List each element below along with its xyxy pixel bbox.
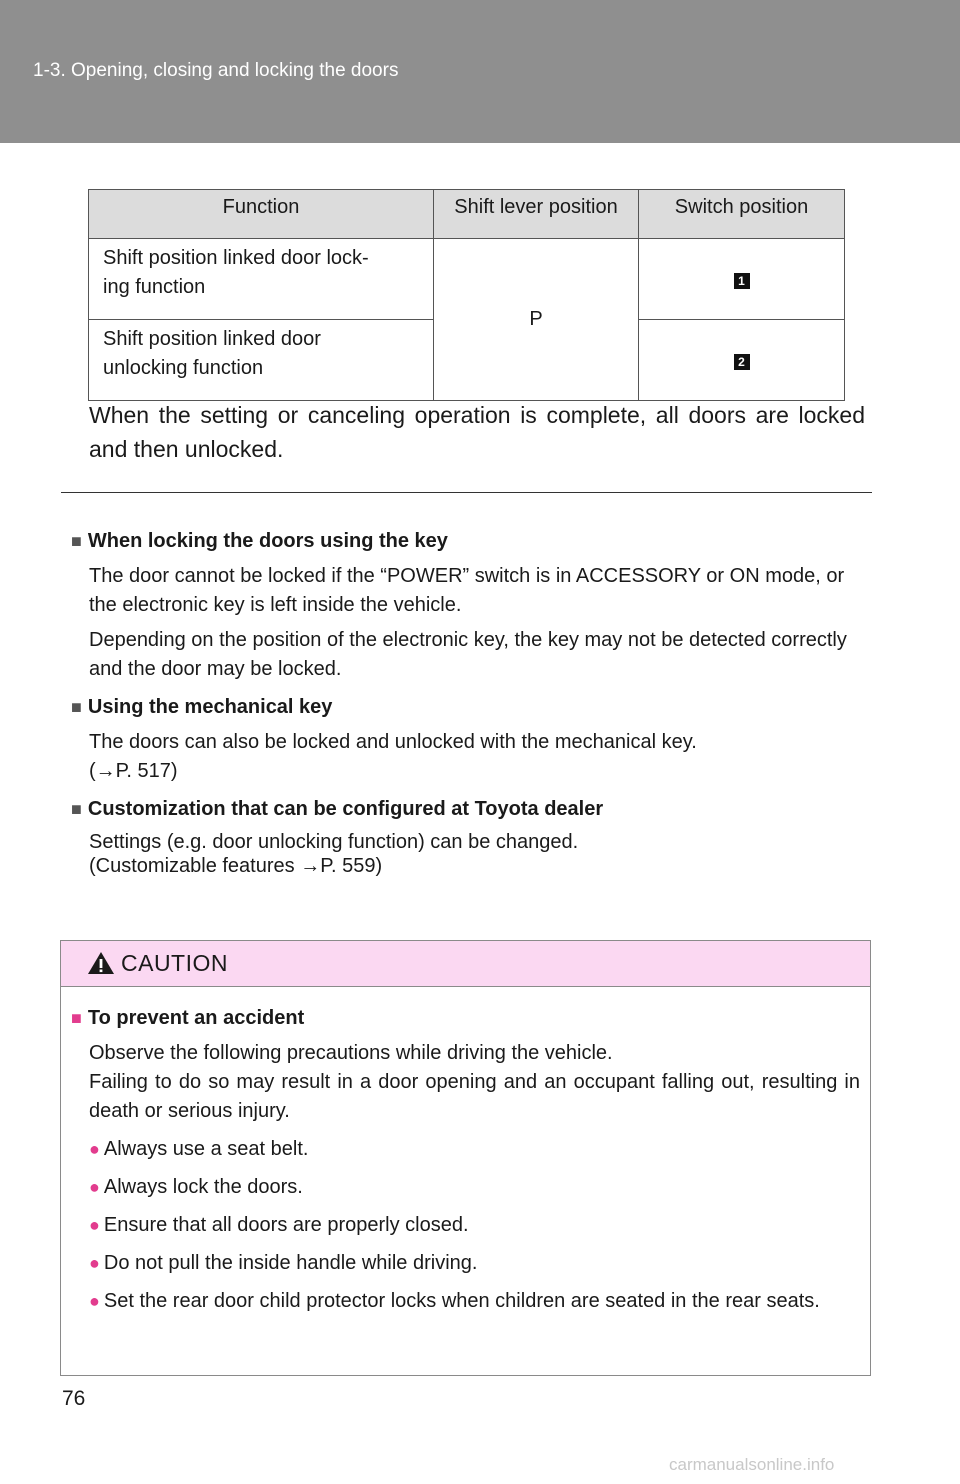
square-bullet-icon: ■ [71, 531, 82, 551]
page-number: 76 [62, 1387, 86, 1410]
bullet-text: Always lock the doors. [103, 1176, 303, 1198]
function-table [88, 189, 845, 401]
function-text-line: Shift position linked door lock- [103, 247, 369, 269]
caution-paragraph [71, 1039, 860, 1126]
column-header-shift: Shift lever position [434, 190, 639, 239]
info-paragraph [71, 830, 871, 878]
function-text-line: unlocking function [103, 357, 264, 379]
caution-text-line: Failing to do so may result in a door opening and an occupant falling out, resulting in death or serious injury. [89, 1071, 860, 1122]
shift-cell: P [434, 239, 639, 401]
caution-bullet [71, 1173, 860, 1202]
square-bullet-icon: ■ [71, 799, 82, 819]
column-header-switch: Switch position [639, 190, 845, 239]
caution-box [60, 940, 871, 1376]
function-text-line: Shift position linked door [103, 328, 321, 350]
column-header-function: Function [89, 190, 434, 239]
caution-bullet [71, 1249, 860, 1278]
info-heading [71, 692, 871, 722]
caution-heading-text: To prevent an accident [87, 1007, 305, 1029]
page-header [0, 0, 960, 143]
bullet-text: Do not pull the inside handle while driving. [103, 1252, 478, 1274]
watermark: carmanualsonline.info [669, 1455, 835, 1474]
table-header-row [89, 190, 845, 239]
completion-note: When the setting or canceling operation is complete, all doors are locked and then unlocked. [89, 402, 865, 462]
bullet-dot-icon: ● [89, 1253, 100, 1273]
bullet-text: Ensure that all doors are properly closed. [103, 1214, 469, 1236]
bullet-dot-icon: ● [89, 1177, 100, 1197]
section-title: 1-3. Opening, closing and locking the doors [33, 60, 399, 81]
caution-header [61, 941, 870, 987]
bullet-text: Set the rear door child protector locks when children are seated in the rear seats. [103, 1290, 820, 1312]
info-heading-text: When locking the doors using the key [87, 530, 448, 552]
info-heading [71, 794, 871, 824]
square-bullet-icon: ■ [71, 1008, 82, 1028]
switch-cell [639, 239, 845, 320]
info-paragraph [71, 728, 871, 786]
switch-position-badge: 2 [734, 354, 750, 370]
info-paragraph: The door cannot be locked if the “POWER” switch is in ACCESSORY or ON mode, or the electronic key is left inside the vehicle. [89, 565, 845, 616]
bullet-dot-icon: ● [89, 1291, 100, 1311]
bullet-dot-icon: ● [89, 1215, 100, 1235]
function-cell [89, 239, 434, 320]
function-cell [89, 320, 434, 401]
info-text-line: Settings (e.g. door unlocking function) can be changed. [89, 831, 579, 853]
page-reference: (Customizable features →P. 559) [89, 855, 383, 877]
function-text-line: ing function [103, 276, 206, 298]
caution-bullet [71, 1211, 860, 1240]
info-paragraph: Depending on the position of the electronic key, the key may not be detected correctly and the door may be locked. [89, 629, 847, 680]
caution-label: CAUTION [121, 950, 228, 976]
caution-bullet [71, 1135, 860, 1164]
caution-body [61, 987, 870, 1316]
info-heading [71, 526, 871, 556]
square-bullet-icon: ■ [71, 697, 82, 717]
divider [61, 492, 872, 493]
caution-text-line: Observe the following precautions while driving the vehicle. [89, 1042, 613, 1064]
caution-bullet [71, 1287, 860, 1316]
page-reference: (→P. 517) [89, 760, 178, 782]
table-row [89, 239, 845, 320]
caution-heading [71, 1003, 860, 1033]
bullet-text: Always use a seat belt. [103, 1138, 309, 1160]
info-text-line: The doors can also be locked and unlocked with the mechanical key. [89, 731, 697, 753]
switch-cell [639, 320, 845, 401]
switch-position-badge: 1 [734, 273, 750, 289]
bullet-dot-icon: ● [89, 1139, 100, 1159]
warning-triangle-icon [87, 951, 115, 975]
info-sections [71, 518, 871, 878]
info-heading-text: Using the mechanical key [87, 696, 333, 718]
info-heading-text: Customization that can be configured at Toyota dealer [87, 798, 604, 820]
